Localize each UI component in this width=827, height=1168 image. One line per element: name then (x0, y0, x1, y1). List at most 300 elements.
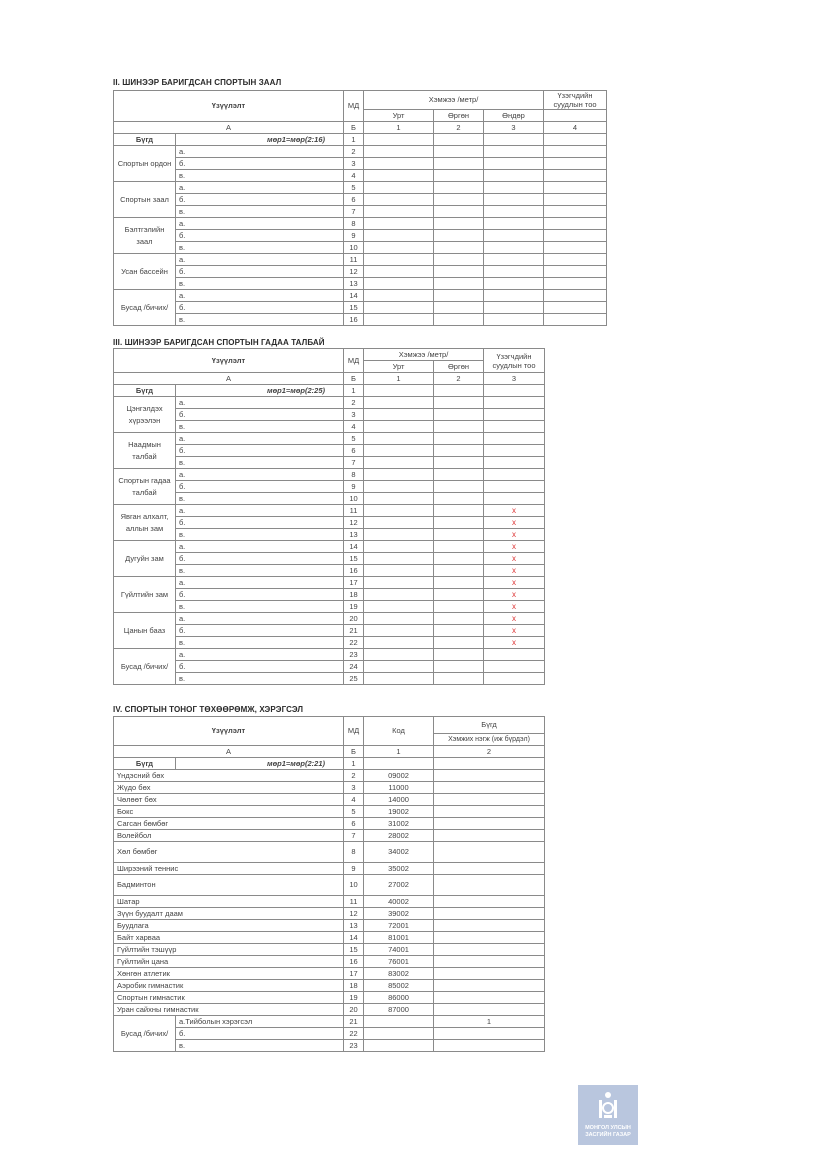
row-letter: а. (176, 218, 344, 230)
table-row (114, 433, 545, 445)
item-md: 18 (344, 980, 364, 992)
item-value (434, 980, 545, 992)
col-1: 1 (364, 122, 434, 134)
header-code: Код (364, 717, 434, 746)
value-cell (364, 302, 434, 314)
item-md: 9 (344, 863, 364, 875)
value-cell (544, 302, 607, 314)
group-label: Наадмын талбай (114, 433, 176, 469)
group-label: Цанын бааз (114, 613, 176, 649)
value-cell (434, 505, 484, 517)
item-value (434, 992, 545, 1004)
item-code: 31002 (364, 818, 434, 830)
col-b: Б (344, 122, 364, 134)
row-letter: а. (176, 290, 344, 302)
col-2: 2 (434, 373, 484, 385)
header-height: Өндөр (484, 110, 544, 122)
table-row (114, 577, 545, 589)
table-row (114, 782, 545, 794)
total-formula: мөр1=мөр(2:21) (176, 758, 344, 770)
value-cell (484, 302, 544, 314)
value-cell (434, 517, 484, 529)
item-value (434, 770, 545, 782)
table-row (114, 875, 545, 896)
value-cell (434, 278, 484, 290)
value-cell (434, 529, 484, 541)
group-label: Спортын гадаа талбай (114, 469, 176, 505)
table-row (114, 529, 545, 541)
item-code: 72001 (364, 920, 434, 932)
item-value (434, 932, 545, 944)
header-capacity-cont (544, 110, 607, 122)
value-cell (434, 565, 484, 577)
value-cell (434, 158, 484, 170)
header-width: Өргөн (434, 110, 484, 122)
table-row (114, 493, 545, 505)
row-md: 6 (344, 194, 364, 206)
value-cell (434, 577, 484, 589)
item-name: Гүйлтийн цана (114, 956, 344, 968)
table-row (114, 218, 607, 230)
value-cell (434, 170, 484, 182)
section-2-title: II. ШИНЭЭР БАРИГДСАН СПОРТЫН ЗААЛ (113, 78, 282, 87)
section-4-title: IV. СПОРТЫН ТОНОГ ТӨХӨӨРӨМЖ, ХЭРЭГСЭЛ (113, 705, 304, 714)
row-md: 10 (344, 493, 364, 505)
header-unit: Хэмжих нэгж (иж бүрдэл) (434, 734, 545, 746)
value-cell (434, 290, 484, 302)
value-cell (484, 314, 544, 326)
row-md: 23 (344, 1040, 364, 1052)
item-value (434, 875, 545, 896)
header-width: Өргөн (434, 361, 484, 373)
total-formula: мөр1=мөр(2:25) (176, 385, 344, 397)
capacity-mark (484, 673, 545, 685)
row-md: 8 (344, 218, 364, 230)
capacity-mark: x (484, 613, 545, 625)
header-length: Урт (364, 361, 434, 373)
row-md: 21 (344, 625, 364, 637)
item-value (434, 1004, 545, 1016)
col-3: 3 (484, 373, 545, 385)
item-code: 34002 (364, 842, 434, 863)
capacity-mark (484, 433, 545, 445)
row-letter: б. (176, 661, 344, 673)
value-cell (364, 433, 434, 445)
value-cell (544, 158, 607, 170)
item-md: 5 (344, 806, 364, 818)
item-code (364, 1040, 434, 1052)
total-label: Бүгд (114, 134, 176, 146)
value-cell (364, 314, 434, 326)
row-letter: б. (176, 1028, 344, 1040)
row-letter: б. (176, 445, 344, 457)
item-md: 10 (344, 875, 364, 896)
capacity-mark: x (484, 553, 545, 565)
value-cell (434, 230, 484, 242)
group-label: Бусад /бичих/ (114, 290, 176, 326)
item-value (434, 1028, 545, 1040)
capacity-mark: x (484, 637, 545, 649)
header-md: МД (344, 91, 364, 122)
value-cell (434, 206, 484, 218)
header-indicator: Үзүүлэлт (114, 717, 344, 746)
row-letter: в. (176, 421, 344, 433)
table-row (114, 896, 545, 908)
group-label: Явган алхалт, аллын зам (114, 505, 176, 541)
row-letter: а. (176, 254, 344, 266)
item-code: 27002 (364, 875, 434, 896)
value-cell (364, 673, 434, 685)
item-md: 3 (344, 782, 364, 794)
table-row (114, 397, 545, 409)
row-md: 16 (344, 314, 364, 326)
value-cell (364, 553, 434, 565)
table-row (114, 908, 545, 920)
value-cell (434, 254, 484, 266)
item-code (364, 1028, 434, 1040)
value-cell (434, 314, 484, 326)
value-cell (364, 469, 434, 481)
value-cell (484, 242, 544, 254)
value-cell (434, 649, 484, 661)
item-md: 19 (344, 992, 364, 1004)
row-letter: а. (176, 146, 344, 158)
row-md: 15 (344, 553, 364, 565)
row-letter: а.Тийболын хэрэгсэл (176, 1016, 344, 1028)
value-cell (544, 266, 607, 278)
value-cell (484, 290, 544, 302)
group-label: Бэлтгэлийн заал (114, 218, 176, 254)
total-formula: мөр1=мөр(2:16) (176, 134, 344, 146)
item-md: 6 (344, 818, 364, 830)
item-name: Гүйлтийн тэшүүр (114, 944, 344, 956)
row-md: 13 (344, 278, 364, 290)
item-name: Ширээний теннис (114, 863, 344, 875)
capacity-mark: x (484, 601, 545, 613)
value-cell (434, 601, 484, 613)
table-row (114, 242, 607, 254)
group-label: Бусад /бичих/ (114, 649, 176, 685)
table-row (114, 649, 545, 661)
value-cell (484, 194, 544, 206)
header-indicator: Үзүүлэлт (114, 91, 344, 122)
value-cell (364, 613, 434, 625)
value-cell (434, 553, 484, 565)
value-cell (364, 194, 434, 206)
table-row (114, 170, 607, 182)
value-cell (434, 493, 484, 505)
table-row (114, 254, 607, 266)
row-md: 22 (344, 1028, 364, 1040)
value-cell (544, 146, 607, 158)
item-code: 81001 (364, 932, 434, 944)
table-row (114, 625, 545, 637)
header-total: Бүгд (434, 717, 545, 734)
item-name: Хөл бөмбөг (114, 842, 344, 863)
row-md: 3 (344, 409, 364, 421)
item-value (434, 944, 545, 956)
row-md: 18 (344, 589, 364, 601)
value-cell (364, 625, 434, 637)
col-b: Б (344, 373, 364, 385)
row-letter: б. (176, 158, 344, 170)
item-md: 8 (344, 842, 364, 863)
row-md: 13 (344, 529, 364, 541)
table-row (114, 278, 607, 290)
table-row (114, 932, 545, 944)
row-md: 21 (344, 1016, 364, 1028)
group-label: Цэнгэлдэх хүрээлэн (114, 397, 176, 433)
item-value (434, 818, 545, 830)
table-row (114, 613, 545, 625)
item-value (434, 863, 545, 875)
table-row (114, 673, 545, 685)
row-md: 25 (344, 673, 364, 685)
item-name: Буудлага (114, 920, 344, 932)
row-md: 23 (344, 649, 364, 661)
value-cell (434, 218, 484, 230)
row-letter: в. (176, 673, 344, 685)
col-4: 4 (544, 122, 607, 134)
item-code: 28002 (364, 830, 434, 842)
total-label: Бүгд (114, 385, 176, 397)
table-row (114, 266, 607, 278)
row-letter: в. (176, 457, 344, 469)
table-row (114, 517, 545, 529)
value-cell (434, 433, 484, 445)
value-cell (544, 254, 607, 266)
table-row (114, 206, 607, 218)
item-code: 39002 (364, 908, 434, 920)
logo-line-1: МОНГОЛ УЛСЫН (585, 1125, 631, 1131)
table-row (114, 1004, 545, 1016)
item-md: 13 (344, 920, 364, 932)
item-code: 35002 (364, 863, 434, 875)
col-2: 2 (434, 746, 545, 758)
row-letter: б. (176, 409, 344, 421)
item-code: 19002 (364, 806, 434, 818)
value-cell (364, 290, 434, 302)
table-row (114, 842, 545, 863)
row-md: 5 (344, 433, 364, 445)
row-md: 2 (344, 146, 364, 158)
value-cell (544, 314, 607, 326)
value-cell (434, 302, 484, 314)
item-name: Хөнгөн атлетик (114, 968, 344, 980)
row-md: 15 (344, 302, 364, 314)
capacity-mark: x (484, 505, 545, 517)
item-md: 4 (344, 794, 364, 806)
row-md: 10 (344, 242, 364, 254)
value-cell (364, 242, 434, 254)
col-1: 1 (364, 373, 434, 385)
table-row (114, 956, 545, 968)
row-md: 2 (344, 397, 364, 409)
item-md: 12 (344, 908, 364, 920)
item-code: 85002 (364, 980, 434, 992)
row-md: 3 (344, 158, 364, 170)
value-cell (434, 397, 484, 409)
row-letter: в. (176, 278, 344, 290)
table-row (114, 818, 545, 830)
total-md: 1 (344, 134, 364, 146)
table-row (114, 541, 545, 553)
row-letter: в. (176, 493, 344, 505)
row-md: 12 (344, 517, 364, 529)
capacity-mark (484, 661, 545, 673)
value-cell (544, 278, 607, 290)
value-cell (434, 266, 484, 278)
header-capacity: Үзэгчдийн суудлын тоо (544, 91, 607, 110)
row-letter: а. (176, 182, 344, 194)
header-md: МД (344, 717, 364, 746)
item-name: Бадминтон (114, 875, 344, 896)
row-letter: а. (176, 397, 344, 409)
table-row (114, 968, 545, 980)
value-cell (544, 182, 607, 194)
table-row (114, 505, 545, 517)
table-row (114, 290, 607, 302)
value-cell (434, 146, 484, 158)
col-3: 3 (484, 122, 544, 134)
row-letter: б. (176, 553, 344, 565)
indoor-halls-table (113, 90, 607, 326)
col-2: 2 (434, 122, 484, 134)
row-letter: в. (176, 1040, 344, 1052)
header-size: Хэмжээ /метр/ (364, 349, 484, 361)
value-cell (364, 230, 434, 242)
row-letter: б. (176, 266, 344, 278)
value-cell (364, 601, 434, 613)
row-md: 24 (344, 661, 364, 673)
row-md: 7 (344, 206, 364, 218)
value-cell (364, 529, 434, 541)
value-cell (484, 230, 544, 242)
table-row (114, 1028, 545, 1040)
row-letter: б. (176, 481, 344, 493)
value-cell (364, 565, 434, 577)
col-1: 1 (364, 746, 434, 758)
item-value (434, 920, 545, 932)
capacity-mark: x (484, 565, 545, 577)
table-row (114, 565, 545, 577)
item-value (434, 830, 545, 842)
table-row (114, 920, 545, 932)
value-cell (364, 278, 434, 290)
item-name: Аэробик гимнастик (114, 980, 344, 992)
value-cell (484, 278, 544, 290)
item-name: Сагсан бөмбөг (114, 818, 344, 830)
row-letter: б. (176, 230, 344, 242)
row-md: 14 (344, 541, 364, 553)
capacity-mark (484, 421, 545, 433)
table-row (114, 146, 607, 158)
value-cell (544, 290, 607, 302)
item-code: 83002 (364, 968, 434, 980)
row-letter: а. (176, 577, 344, 589)
row-letter: б. (176, 194, 344, 206)
table-row (114, 770, 545, 782)
table-row (114, 302, 607, 314)
value-cell (364, 577, 434, 589)
value-cell (364, 661, 434, 673)
header-md: МД (344, 349, 364, 373)
item-name: Зүүн буудалт даам (114, 908, 344, 920)
header-indicator: Үзүүлэлт (114, 349, 344, 373)
row-letter: в. (176, 601, 344, 613)
row-md: 5 (344, 182, 364, 194)
value-cell (364, 409, 434, 421)
item-md: 17 (344, 968, 364, 980)
value-cell (434, 673, 484, 685)
item-name: Уран сайхны гимнастик (114, 1004, 344, 1016)
col-b: Б (344, 746, 364, 758)
value-cell (364, 541, 434, 553)
item-md: 20 (344, 1004, 364, 1016)
row-letter: а. (176, 541, 344, 553)
value-cell (484, 182, 544, 194)
value-cell (364, 457, 434, 469)
row-letter: а. (176, 469, 344, 481)
value-cell (434, 457, 484, 469)
capacity-mark: x (484, 589, 545, 601)
logo-line-2: ЗАСГИЙН ГАЗАР (585, 1132, 631, 1138)
value-cell (484, 266, 544, 278)
item-name: Волейбол (114, 830, 344, 842)
item-value (434, 794, 545, 806)
row-md: 17 (344, 577, 364, 589)
group-label: Бусад /бичих/ (114, 1016, 176, 1052)
group-label: Спортын ордон (114, 146, 176, 182)
value-cell (434, 541, 484, 553)
item-code: 14000 (364, 794, 434, 806)
row-letter: а. (176, 433, 344, 445)
item-code (364, 1016, 434, 1028)
value-cell (434, 445, 484, 457)
item-md: 2 (344, 770, 364, 782)
item-value (434, 842, 545, 863)
row-md: 11 (344, 254, 364, 266)
row-letter: б. (176, 517, 344, 529)
item-value (434, 896, 545, 908)
value-cell (434, 625, 484, 637)
table-row (114, 158, 607, 170)
soyombo-icon (596, 1091, 620, 1121)
table-row (114, 806, 545, 818)
item-md: 7 (344, 830, 364, 842)
value-cell (434, 409, 484, 421)
row-md: 14 (344, 290, 364, 302)
row-md: 20 (344, 613, 364, 625)
row-md: 6 (344, 445, 364, 457)
capacity-mark (484, 469, 545, 481)
value-cell (544, 170, 607, 182)
value-cell (484, 170, 544, 182)
item-code: 86000 (364, 992, 434, 1004)
row-md: 4 (344, 421, 364, 433)
value-cell (434, 613, 484, 625)
value-cell (364, 649, 434, 661)
row-letter: в. (176, 314, 344, 326)
item-value (434, 806, 545, 818)
capacity-mark (484, 481, 545, 493)
group-label: Усан бассейн (114, 254, 176, 290)
value-cell (434, 242, 484, 254)
row-md: 9 (344, 481, 364, 493)
row-letter: в. (176, 529, 344, 541)
value-cell (434, 182, 484, 194)
row-md: 22 (344, 637, 364, 649)
